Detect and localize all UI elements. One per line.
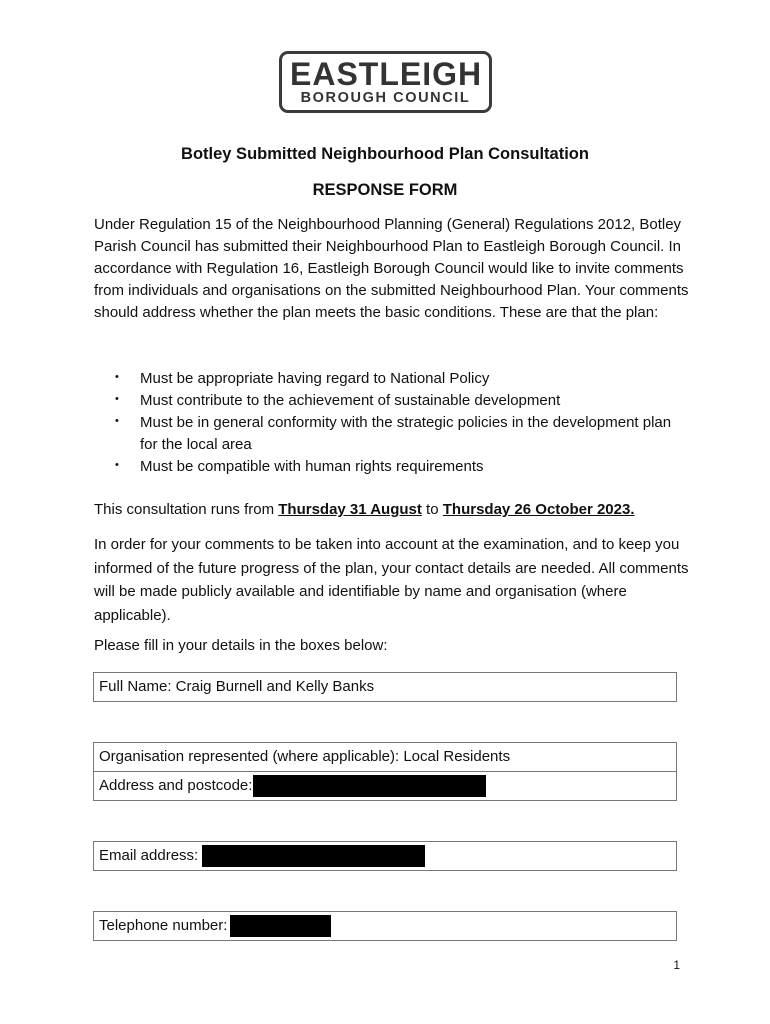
consultation-dates: [94, 499, 694, 521]
logo-line-2: BOROUGH COUNCIL: [300, 90, 471, 106]
end-date: Thursday 26 October 2023.: [442, 501, 635, 518]
page-number: 1: [673, 958, 680, 972]
list-item: • Must contribute to the achievement of sustainable development: [112, 390, 672, 412]
logo-line-1: EASTLEIGH: [290, 56, 483, 92]
redaction-block: [230, 915, 331, 937]
consultation-middle: to: [421, 501, 443, 518]
full-name-value: Full Name: Craig Burnell and Kelly Banks: [99, 678, 375, 695]
intro-paragraph: Under Regulation 15 of the Neighbourhood Planning (General) Regulations 2012, Botley Parish Council has submitted their Neighbourhood Plan to Eastleigh Borough Council. In accordance with Regulation 16, Eastleigh Borough Council would like to invite comments from individuals and organisations on the submitted Neighbourhood Plan. Your comments should address whether the plan meets the basic conditions. These are that the plan:: [94, 216, 689, 321]
basic-conditions-list: [112, 368, 672, 478]
page-title: Botley Submitted Neighbourhood Plan Consultation: [181, 145, 589, 163]
organisation-field[interactable]: [93, 742, 677, 772]
telephone-field[interactable]: [93, 911, 677, 941]
start-date: Thursday 31 August: [278, 501, 422, 518]
telephone-label: Telephone number:: [99, 916, 228, 934]
organisation-value: Organisation represented (where applicable): Local Residents: [99, 748, 511, 765]
list-item: • Must be compatible with human rights requirements: [112, 456, 672, 478]
email-field[interactable]: [93, 841, 677, 871]
redaction-block: [202, 845, 425, 867]
instruction-text: Please fill in your details in the boxes below:: [94, 637, 388, 654]
form-title: RESPONSE FORM: [312, 181, 458, 199]
notice-paragraph: In order for your comments to be taken into account at the examination, and to keep you informed of the future progress of the plan, your contact details are needed. All comments will be made publicly available and identifiable by name and organisation (where applicable).: [94, 536, 689, 624]
consultation-prefix: This consultation runs from: [94, 501, 279, 518]
address-field[interactable]: [93, 771, 677, 801]
address-label: Address and postcode:: [99, 776, 253, 794]
email-label: Email address:: [99, 846, 199, 864]
list-item: • Must be in general conformity with the strategic policies in the development plan for the local area: [112, 412, 672, 456]
council-logo: [279, 51, 492, 113]
redaction-block: [253, 775, 486, 797]
list-item: • Must be appropriate having regard to National Policy: [112, 368, 672, 390]
full-name-field[interactable]: [93, 672, 677, 702]
